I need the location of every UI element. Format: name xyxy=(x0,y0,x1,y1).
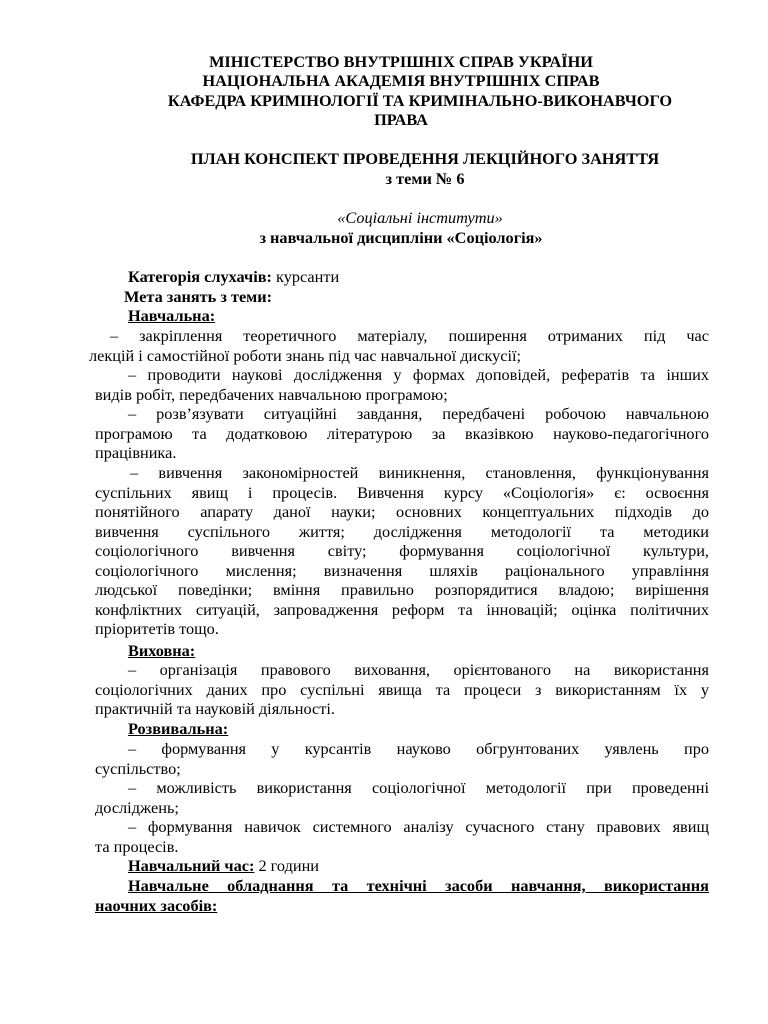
upbringing-item-1-line: соціологічних даних про суспільні явища та процеси з використанням їх у xyxy=(95,679,709,699)
study-time-label: Навчальний час: xyxy=(128,856,255,875)
department-title-line1: КАФЕДРА КРИМІНОЛОГІЇ ТА КРИМІНАЛЬНО-ВИКОНАВЧОГО xyxy=(167,91,673,110)
developmental-item-3-line: – формування навичок системного аналізу сучасного стану правових явищ xyxy=(128,817,709,836)
educational-item-4-line: пріоритетів тощо. xyxy=(95,619,219,638)
equipment-heading-line: наочних засобів: xyxy=(95,895,218,915)
equipment-heading-line: Навчальне обладнання та технічні засоби навчання, використання xyxy=(128,876,709,895)
department-title-line2: ПРАВА xyxy=(374,110,428,129)
educational-item-1-line: – закріплення теоретичного матеріалу, поширення отриманих під час xyxy=(110,326,709,345)
educational-item-4-line: понятійного апарату даної науки; основних концептуальних підходів до xyxy=(95,502,709,521)
developmental-item-1 xyxy=(95,739,709,778)
educational-item-4-line: людської поведінки; вміння правильно розпорядитися владою; вирішення xyxy=(95,580,709,599)
educational-item-2-line: видів робіт, передбачених навчальною програмою; xyxy=(95,384,448,404)
study-time-line xyxy=(128,856,319,876)
academy-title: НАЦІОНАЛЬНА АКАДЕМІЯ ВНУТРІШНІХ СПРАВ xyxy=(202,71,600,90)
educational-item-4-line: соціологічного вивчення світу; формування соціологічної культури, xyxy=(95,541,709,560)
upbringing-item-1-line: практичній та науковій діяльності. xyxy=(95,699,335,718)
developmental-item-1-line: суспільство; xyxy=(95,758,181,778)
educational-item-3 xyxy=(95,404,709,463)
educational-item-1-line: лекцій і самостійної роботи знань під час навчальної дискусії; xyxy=(89,345,522,365)
upbringing-item-1-line: – організація правового виховання, орієнтованого на використання xyxy=(128,660,709,679)
educational-item-2 xyxy=(95,365,709,404)
educational-item-1 xyxy=(89,326,709,365)
ministry-title: МІНІСТЕРСТВО ВНУТРІШНІХ СПРАВ УКРАЇНИ xyxy=(209,52,593,71)
educational-item-4-line: соціологічного мислення; визначення шляхів раціонального управління xyxy=(95,560,709,580)
developmental-heading: Розвивальна: xyxy=(128,719,229,738)
educational-item-4-line: вивчення суспільного життя; дослідження методології та методики xyxy=(95,521,709,541)
plan-title: ПЛАН КОНСПЕКТ ПРОВЕДЕННЯ ЛЕКЦІЙНОГО ЗАНЯТТЯ xyxy=(190,149,660,168)
developmental-item-2 xyxy=(95,778,709,817)
upbringing-heading: Виховна: xyxy=(128,641,196,660)
developmental-item-2-line: – можливість використання соціологічної методології при проведенні xyxy=(128,778,709,797)
educational-item-4-line: конфліктних ситуацій, запровадження реформ та інновацій; оцінка політичних xyxy=(95,599,709,619)
developmental-item-1-line: – формування у курсантів науково обгрунтованих уявлень про xyxy=(128,739,709,758)
educational-item-4 xyxy=(95,463,709,639)
topic-number: з теми № 6 xyxy=(385,169,465,188)
audience-value: курсанти xyxy=(271,267,340,286)
educational-item-3-line: працівника. xyxy=(95,443,177,462)
upbringing-item-1 xyxy=(95,660,709,719)
audience-label: Категорія слухачів: xyxy=(128,267,272,286)
educational-item-4-line: суспільних явищ і процесів. Вивчення курсу «Соціологія» є: освоєння xyxy=(95,482,709,502)
audience-line xyxy=(128,267,339,287)
developmental-item-3-line: та процесів. xyxy=(95,836,179,856)
educational-item-3-line: – розв’язувати ситуаційні завдання, передбачені робочою навчальною xyxy=(128,404,709,423)
educational-item-4-line: – вивчення закономірностей виникнення, становлення, функціонування xyxy=(130,463,709,482)
discipline-title: з навчальної дисципліни «Соціологія» xyxy=(259,228,543,247)
developmental-item-3 xyxy=(95,817,709,856)
goals-heading: Мета занять з теми: xyxy=(124,287,273,306)
developmental-item-2-line: досліджень; xyxy=(95,797,179,817)
equipment-heading xyxy=(95,876,709,915)
educational-item-2-line: – проводити наукові дослідження у формах доповідей, рефератів та інших xyxy=(128,365,709,384)
educational-item-3-line: програмою та додатковою літературою за вказівкою науково-педагогічного xyxy=(95,423,709,443)
study-time-value: 2 години xyxy=(254,856,320,875)
educational-heading: Навчальна: xyxy=(128,306,216,325)
topic-name: «Соціальні інститути» xyxy=(337,208,503,227)
